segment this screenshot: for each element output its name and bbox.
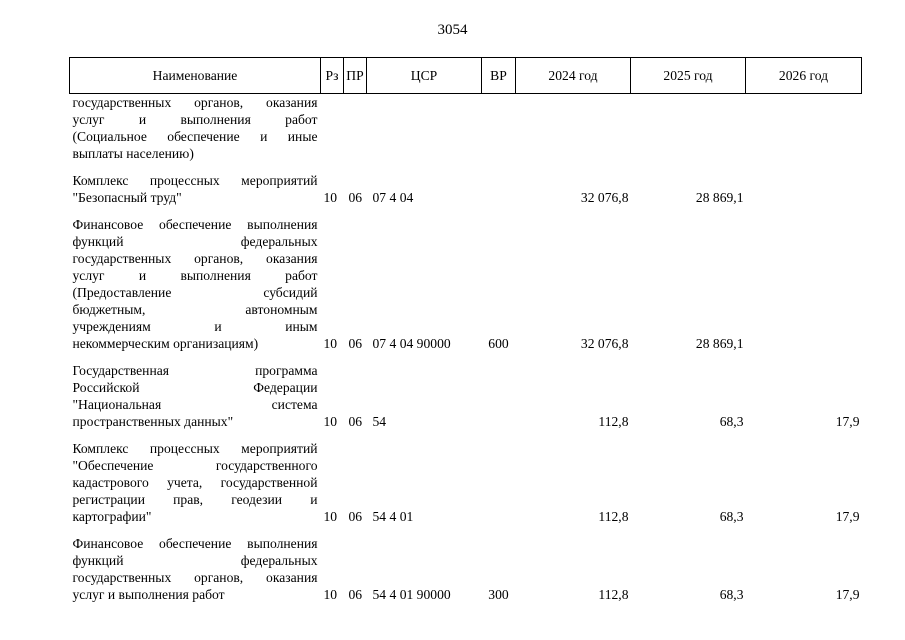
row-2024-value: 32 076,8 [580,336,629,351]
budget-table [69,57,862,603]
row-2025-value: 68,3 [719,509,744,524]
table-row [70,206,862,352]
row-vr [482,162,516,206]
row-2026-value [746,206,862,352]
row-name-line: государственных органов, оказания [72,95,318,110]
row-name-line: функций федеральных [72,553,318,568]
row-name-line: кадастрового учета, государственной [72,475,318,490]
row-name-line: Российской Федерации [72,380,318,395]
row-2024-value: 32 076,8 [580,190,629,205]
row-name-line: выплаты населению) [72,146,194,161]
row-name [70,525,321,603]
row-name [70,352,321,430]
table-row [70,162,862,206]
row-2024-value: 112,8 [598,509,629,524]
row-pr: 06 [348,587,363,602]
row-name-line: функций федеральных [72,234,318,249]
row-rz: 10 [323,509,338,524]
row-2025-value: 28 869,1 [695,190,744,205]
row-vr [482,352,516,430]
header-vr: ВР [482,58,516,94]
row-vr [482,94,516,163]
row-2025-value: 28 869,1 [695,336,744,351]
header-rz: Рз [321,58,344,94]
header-name: Наименование [70,58,321,94]
row-csr: 07 4 04 [372,190,414,205]
page-number: 3054 [437,22,468,38]
row-csr [367,94,482,163]
row-name [70,162,321,206]
row-csr: 54 4 01 [372,509,414,524]
row-name-line: учреждениям и иным [72,319,318,334]
row-name-line: Государственная программа [72,363,318,378]
row-name-line: Комплекс процессных мероприятий [72,441,318,456]
row-2026-value [746,94,862,163]
row-name-line: картографии" [72,509,152,524]
row-name [70,430,321,525]
row-pr [344,94,367,163]
row-csr: 54 [372,414,387,429]
row-vr: 600 [488,336,509,351]
row-pr: 06 [348,190,363,205]
table-row [70,352,862,430]
row-name-line: бюджетным, автономным [72,302,318,317]
row-vr: 300 [488,587,509,602]
row-name-line: услуг и выполнения работ [72,587,225,602]
row-2025-value: 68,3 [719,414,744,429]
row-name-line: регистрации прав, геодезии и [72,492,318,507]
row-2025-value [631,94,746,163]
table-row [70,525,862,603]
header-2024: 2024 год [516,58,631,94]
row-rz: 10 [323,587,338,602]
header-2026: 2026 год [746,58,862,94]
row-2026-value [746,162,862,206]
row-csr: 07 4 04 90000 [372,336,451,351]
row-vr [482,430,516,525]
row-2026-value: 17,9 [835,509,860,524]
row-name-line: услуг и выполнения работ [72,112,318,127]
header-2025: 2025 год [631,58,746,94]
row-name [70,94,321,163]
row-pr: 06 [348,336,363,351]
row-csr: 54 4 01 90000 [372,587,451,602]
row-name-line: "Безопасный труд" [72,190,182,205]
row-name-line: государственных органов, оказания [72,570,318,585]
row-name-line: Комплекс процессных мероприятий [72,173,318,188]
row-name-line: пространственных данных" [72,414,234,429]
row-name [70,206,321,352]
row-rz: 10 [323,190,338,205]
row-name-line: "Обеспечение государственного [72,458,318,473]
row-rz [321,94,344,163]
row-name-line: "Национальная система [72,397,318,412]
header-pr: ПР [344,58,367,94]
row-name-line: (Предоставление субсидий [72,285,318,300]
row-2024-value: 112,8 [598,414,629,429]
table-row [70,430,862,525]
table-row [70,94,862,163]
row-2024-value [516,94,631,163]
row-name-line: государственных органов, оказания [72,251,318,266]
table-header-row [70,58,862,94]
row-2026-value: 17,9 [835,587,860,602]
row-name-line: некоммерческим организациям) [72,336,259,351]
row-2026-value: 17,9 [835,414,860,429]
row-pr: 06 [348,414,363,429]
row-name-line: Финансовое обеспечение выполнения [72,217,318,232]
row-rz: 10 [323,336,338,351]
row-rz: 10 [323,414,338,429]
row-name-line: (Социальное обеспечение и иные [72,129,318,144]
row-2024-value: 112,8 [598,587,629,602]
row-name-line: услуг и выполнения работ [72,268,318,283]
row-2025-value: 68,3 [719,587,744,602]
header-csr: ЦСР [367,58,482,94]
row-name-line: Финансовое обеспечение выполнения [72,536,318,551]
row-pr: 06 [348,509,363,524]
